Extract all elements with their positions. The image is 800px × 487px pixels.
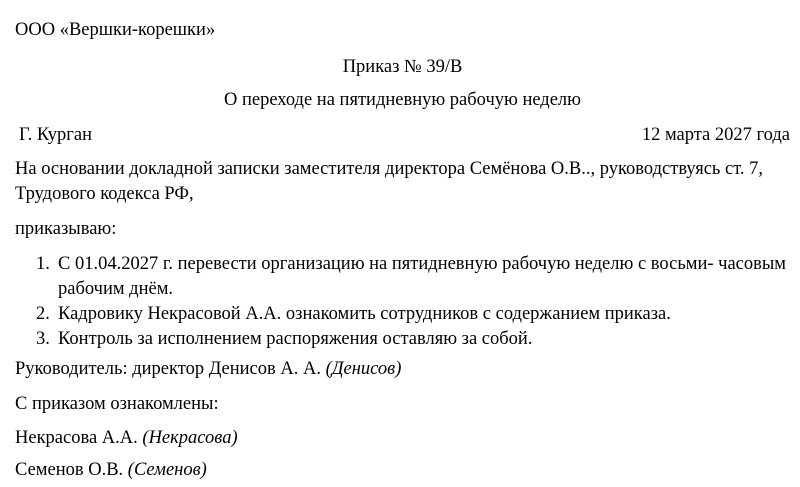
order-subject: О переходе на пятидневную рабочую неделю [223, 90, 581, 110]
organization-name: ООО «Вершки-корешки» [15, 20, 216, 40]
employee-name: Семенов О.В. [15, 460, 124, 480]
employee-signature: (Некрасова) [142, 428, 238, 448]
item-text: Кадровику Некрасовой А.А. ознакомить сотрудников с содержанием приказа. [58, 304, 671, 324]
item-text: С 01.04.2027 г. перевести организацию на пятидневную рабочую неделю с восьми- часовым рабочим днём. [58, 254, 786, 299]
head-signature: (Денисов) [325, 359, 402, 379]
list-item [15, 302, 790, 327]
list-item [15, 252, 790, 302]
employee-name: Некрасова А.А. [15, 428, 138, 448]
item-text: Контроль за исполнением распоряжения оставляю за собой. [58, 329, 533, 349]
employee-signature: (Семенов) [127, 460, 207, 480]
item-number: 1. [36, 254, 50, 274]
employee-line [15, 427, 238, 450]
order-title: Приказ № 39/В [342, 57, 463, 77]
employee-line [15, 459, 207, 482]
acknowledged-label: С приказом ознакомлены: [15, 394, 219, 414]
basis-paragraph: На основании докладной записки заместителя директора Семёнова О.В.., руководствуясь ст. 7, Трудового кодекса РФ, [15, 159, 764, 204]
item-number: 2. [36, 304, 50, 324]
head-label: Руководитель: директор Денисов А. А. [15, 359, 321, 379]
head-signature-line [15, 358, 401, 381]
list-item [15, 327, 790, 352]
city: Г. Курган [19, 125, 93, 145]
order-word: приказываю: [15, 219, 117, 239]
item-number: 3. [36, 329, 50, 349]
order-date: 12 марта 2027 года [641, 125, 790, 145]
order-items-list [15, 252, 790, 352]
